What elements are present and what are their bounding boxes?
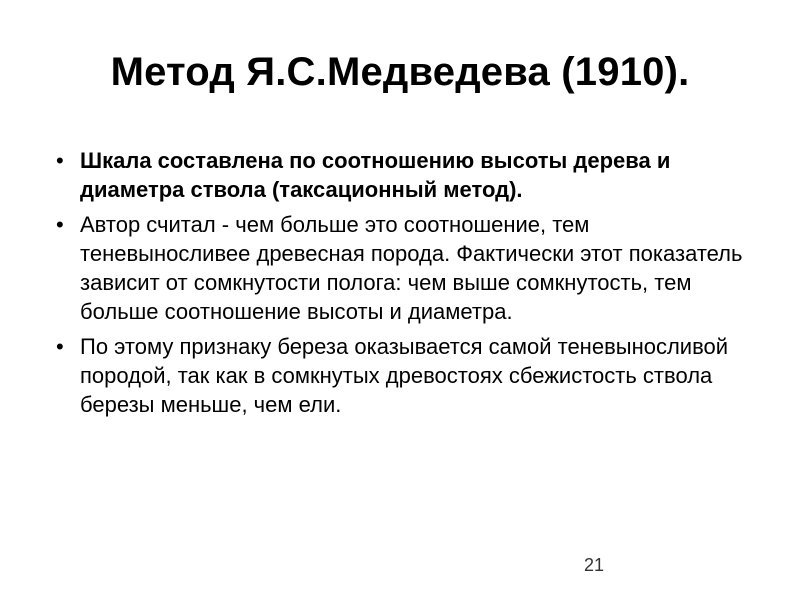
page-number: 21	[583, 555, 604, 575]
bullet-text: По этому признаку береза оказывается самой теневыносливой породой, так как в сомкнутых древостоях сбежистость ствола березы меньше, чем ели.	[80, 334, 729, 417]
bullet-text: Автор считал - чем больше это соотношение, тем теневыносливее древесная порода. Фактически этот показатель зависит от сомкнутости полога: чем выше сомкнутость, тем больше соотношение высоты и диаметра.	[80, 212, 743, 324]
bullet-item	[56, 210, 756, 326]
bullet-item	[56, 332, 756, 419]
bullet-text: Шкала составлена по соотношению высоты дерева и диаметра ствола (таксационный метод).	[80, 148, 671, 202]
bullet-item	[56, 146, 756, 204]
bullet-marker-icon: •	[56, 212, 64, 237]
slide-title: Метод Я.С.Медведева (1910).	[110, 50, 690, 94]
bullet-list	[56, 146, 756, 425]
bullet-marker-icon: •	[56, 334, 64, 359]
bullet-marker-icon: •	[56, 148, 64, 173]
